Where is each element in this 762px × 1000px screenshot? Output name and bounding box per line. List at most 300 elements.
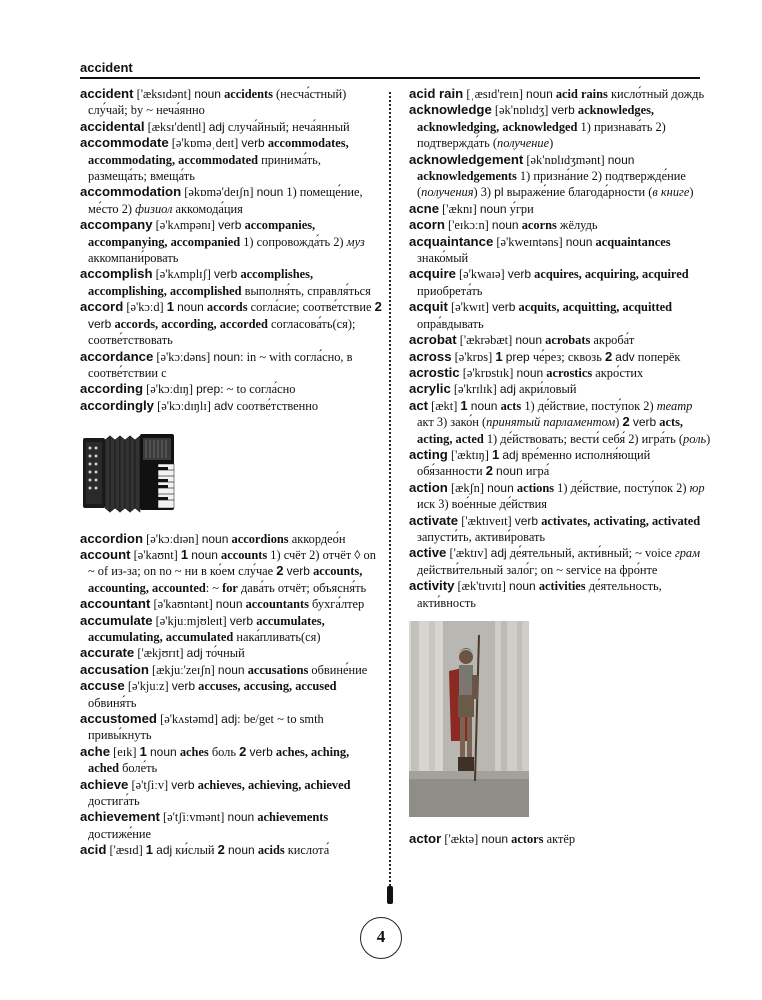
dictionary-entry (409, 332, 711, 348)
headword: acknowledgement (409, 151, 524, 167)
sense-number: 2 (374, 299, 382, 315)
headword: accordingly (80, 397, 155, 413)
part-of-speech: noun (177, 300, 204, 315)
word-forms: aches, aching, ached (88, 744, 350, 776)
definition-text: 1) сопровожда́ть 2) (240, 234, 347, 249)
dictionary-entry (409, 86, 711, 102)
definition-text: [ək'nɒlɪdʒ] (491, 103, 552, 118)
sense-number: 2 (239, 743, 247, 759)
actor-picture (409, 621, 711, 821)
definition-text: кисло́тный дождь (607, 87, 705, 101)
dictionary-entry (80, 184, 382, 217)
definition-text: [ə'tʃiːv] (128, 777, 172, 792)
definition-text: ки́слый (172, 843, 218, 858)
part-of-speech: noun (191, 547, 218, 562)
part-of-speech: noun (487, 480, 514, 495)
word-forms: accompanies, accompanying, accompanied (88, 218, 316, 249)
word-forms: acquires, acquiring, acquired (534, 267, 689, 282)
sense-number: 1 (492, 446, 500, 462)
definition-text: ['æksɪdənt] (133, 87, 195, 101)
definition-text: боле́ть (118, 761, 158, 776)
definition-text: ['ækjʊrɪt] (134, 646, 187, 661)
word-forms: accounts (221, 547, 268, 562)
sense-number: 1 (166, 299, 174, 315)
word-forms: accumulates, accumulating, accumulated (88, 613, 325, 644)
definition-text: то́чный (202, 646, 245, 661)
dictionary-entry (409, 381, 711, 397)
dictionary-entry (80, 119, 382, 135)
headword: accordion (80, 530, 144, 546)
dictionary-entry (409, 578, 711, 611)
headword: acrostic (409, 364, 460, 380)
word-forms: acts (500, 398, 522, 413)
definition-text: [ə'kwaɪə] (455, 267, 508, 282)
part-of-speech: adj (502, 447, 519, 462)
dictionary-entry (409, 102, 711, 151)
definition-text: игра́ (522, 464, 550, 479)
definition-text: нака́пливать(ся) (233, 629, 321, 644)
usage-label: принятый парламентом (486, 415, 616, 430)
dictionary-entry (80, 135, 382, 184)
definition-text: де́ятельность, акти́вность (417, 579, 662, 610)
definition-text: ) (706, 431, 711, 446)
part-of-speech: verb (88, 316, 112, 331)
headword: accidental (80, 118, 145, 134)
headword: accident (80, 86, 134, 101)
word-forms: accomplishes, accomplishing, accomplished (88, 267, 314, 298)
usage-label: в книге (652, 185, 690, 200)
word-forms: acknowledges, acknowledging, acknowledged (417, 103, 654, 134)
part-of-speech: noun (194, 87, 221, 101)
part-of-speech: noun (496, 464, 523, 479)
dictionary-entry (409, 152, 711, 201)
part-of-speech: noun (565, 234, 593, 249)
part-of-speech: verb (249, 744, 273, 759)
definition-text: акро́стих (592, 365, 644, 380)
sense-number: 2 (604, 348, 613, 364)
definition-text: [ə'kʌstəmd] (156, 712, 222, 726)
definition-text: согла́сие; соотве́тствие (247, 300, 375, 315)
dictionary-entry (80, 381, 382, 397)
word-forms: accordions (231, 531, 289, 546)
definition-text: [ə'kɔːd] (123, 300, 167, 315)
definition-text: [ə'krɪlɪk] (450, 382, 500, 397)
definition-text: [ə'kɔːdɪən] (143, 531, 202, 546)
definition-text: [əkɒmə'deɪʃn] (181, 185, 257, 200)
definition-text: [ə'kɒməˌdeɪt] (168, 136, 242, 151)
part-of-speech: verb (514, 513, 539, 528)
usage-label: получение (497, 136, 550, 151)
definition-text: че́рез; сквозь (529, 349, 605, 364)
word-forms: accords, according, accorded (114, 316, 268, 331)
word-forms: activates, activating, activated (541, 513, 701, 528)
part-of-speech: adj (499, 382, 516, 397)
definition-text: боль (208, 744, 240, 759)
definition-text: соотве́тственно (233, 398, 319, 413)
headword: activity (409, 578, 455, 594)
definition-text: 1) счёт 2) отчёт ◊ on ~ of из-за; on no ~ ни в ко́ем слу́чае (88, 547, 376, 579)
part-of-speech: noun (228, 843, 255, 858)
definition-text: 1) де́йствие, посту́пок 2) (554, 480, 690, 495)
dictionary-entry (80, 531, 382, 547)
dictionary-entry (409, 266, 711, 299)
definition-text: достига́ть (88, 794, 140, 809)
part-of-speech: adv (214, 398, 234, 413)
part-of-speech: adv (615, 349, 635, 364)
part-of-speech: verb (286, 564, 310, 579)
headword: acquire (409, 266, 456, 282)
headword: accumulate (80, 612, 153, 628)
definition-text: 1) признава́ть 2) подтвержда́ть ( (417, 119, 666, 151)
dictionary-entry (80, 645, 382, 661)
usage-label: физиол (135, 201, 173, 216)
dictionary-entry (409, 201, 711, 217)
headword: acquit (409, 299, 448, 315)
headword: acrobat (409, 332, 457, 348)
dictionary-entry (80, 744, 382, 777)
word-forms: actors (511, 832, 544, 847)
definition-text: [ækt] (428, 398, 461, 413)
sense-number: 2 (485, 463, 493, 479)
definition-text: обвиня́ть (88, 695, 137, 710)
dictionary-entry (409, 831, 711, 847)
headword: acrylic (409, 381, 451, 397)
headword: accommodation (80, 184, 182, 200)
definition-text: поперёк (634, 349, 681, 364)
part-of-speech: verb (171, 679, 196, 694)
definition-text: : in ~ with согла́сно, в соотве́тствии с (88, 349, 353, 380)
part-of-speech: noun (470, 398, 498, 413)
part-of-speech: noun (201, 531, 229, 546)
definition-text: 1) призна́ние 2) подтвержде́ние ( (417, 169, 686, 200)
definition-text: 1) помеще́ние, ме́сто 2) (88, 185, 363, 216)
headword: act (409, 397, 429, 413)
definition-text: ) 3) (473, 185, 495, 200)
definition-text: ['eɪkɔːn] (444, 218, 492, 233)
definition-text: бухга́лтер (308, 597, 365, 612)
definition-text: [ə'krɒstɪk] (459, 365, 517, 380)
part-of-speech: adj (186, 646, 203, 661)
dictionary-entry (80, 711, 382, 744)
definition-text: актёр (543, 832, 576, 847)
definition-text: 1) де́йствовать; вести́ себя́ 2) игра́ть ( (483, 431, 684, 446)
definition-text: ['æktɪv] (446, 546, 491, 561)
definition-text: [ˌæsɪd'reɪn] (463, 87, 527, 101)
headword: accuse (80, 678, 125, 694)
headword: actor (409, 831, 442, 847)
definition-text: дава́ть отчёт; объясня́ть (237, 580, 367, 595)
part-of-speech: noun (516, 365, 544, 380)
word-forms: accounts, accounting, accounted (88, 564, 363, 595)
definition-text: ['æktɪveɪt] (458, 513, 515, 528)
part-of-speech: verb (551, 103, 575, 118)
definition-text: [ə'kaʊntənt] (150, 597, 216, 612)
dictionary-entry (80, 809, 382, 842)
definition-text: опра́вдывать (417, 316, 484, 331)
definition-text: ['ækrəbæt] (456, 333, 516, 348)
definition-text: [ə'kweɪntəns] (493, 234, 566, 249)
dictionary-entry (80, 266, 382, 299)
dictionary-entry (80, 613, 382, 646)
word-forms: accusations (247, 662, 309, 677)
headword: across (409, 348, 452, 364)
word-forms: acts, acting, acted (417, 415, 684, 446)
part-of-speech: prep (505, 349, 530, 364)
definition-text: [ək'nɒlɪdʒmənt] (523, 152, 608, 167)
usage-label: муз (346, 234, 365, 249)
part-of-speech: noun (150, 744, 177, 759)
headword: achievement (80, 809, 160, 825)
dictionary-entry (409, 513, 711, 546)
dictionary-entry (80, 86, 382, 119)
dictionary-entry (409, 349, 711, 365)
definition-text: ['æsɪd] (106, 843, 146, 858)
headword: accord (80, 299, 124, 315)
usage-label: театр (656, 398, 693, 413)
part-of-speech: noun (227, 810, 255, 825)
dictionary-entry (409, 480, 711, 513)
dictionary-entry (409, 217, 711, 233)
definition-text: жёлудь (556, 218, 598, 233)
part-of-speech: noun (491, 218, 519, 233)
sense-number: 1 (180, 546, 189, 562)
definition-text: акри́ловый (515, 382, 577, 397)
dictionary-entry (80, 842, 382, 858)
dictionary-entry (409, 398, 711, 447)
definition-text: [ə'kʌmplɪʃ] (152, 267, 214, 282)
part-of-speech: noun (256, 185, 284, 200)
part-of-speech: noun (213, 349, 241, 364)
word-forms: acknowledgements (417, 169, 517, 184)
definition-text: [æksɪ'dentl] (144, 119, 209, 134)
headword: acquaintance (409, 233, 494, 249)
part-of-speech: pl (494, 185, 504, 200)
part-of-speech: adj (156, 843, 173, 858)
sense-number: 2 (276, 563, 284, 579)
accordion-icon (80, 424, 180, 516)
actor-icon (409, 621, 529, 817)
definition-text: [ə'kʌmpənɪ] (152, 218, 219, 233)
dictionary-entry (80, 299, 382, 348)
headword: achieve (80, 776, 129, 792)
definition-text: иск 3) вое́нные де́йствия (417, 497, 547, 512)
word-forms: accords (206, 300, 248, 315)
headword: action (409, 479, 448, 495)
definition-text: ) (549, 136, 554, 151)
definition-text: ) (615, 415, 623, 430)
part-of-speech: adj (490, 546, 507, 561)
part-of-speech: verb (632, 415, 657, 430)
right-column (409, 86, 711, 848)
definition-text: [ə'kwɪt] (447, 300, 493, 315)
definition-text: : ~ (205, 580, 223, 595)
headword: acne (409, 200, 440, 216)
word-forms: acids (257, 843, 285, 858)
definition-text: : ~ to согла́сно (220, 382, 296, 397)
definition-text: [ækʃn] (447, 480, 488, 495)
word-forms: accountants (245, 597, 309, 612)
definition-text: [ə'kɔːdəns] (153, 349, 214, 364)
definition-text: кислота́ (284, 843, 330, 858)
dictionary-entry (80, 777, 382, 810)
word-forms: acid rains (555, 87, 608, 101)
dictionary-entry (80, 678, 382, 711)
headword: accomplish (80, 266, 153, 282)
word-forms: achievements (257, 810, 329, 825)
headword: accurate (80, 645, 135, 661)
usage-label: получения (421, 185, 474, 200)
usage-label: юр (689, 480, 705, 495)
part-of-speech: noun (479, 201, 507, 216)
sense-number: 1 (139, 743, 147, 759)
definition-text: [ə'kɔːdɪŋ] (143, 382, 197, 397)
part-of-speech: noun (526, 87, 553, 101)
word-forms: for (222, 580, 238, 595)
headword: ache (80, 743, 111, 759)
definition-text: : be/get ~ to smth привы́кнуть (88, 712, 324, 743)
column-divider (389, 92, 391, 902)
dictionary-entry (80, 596, 382, 612)
column-divider-end-mark (387, 886, 393, 904)
word-forms: actions (516, 480, 555, 495)
part-of-speech: verb (229, 613, 254, 628)
sense-number: 1 (460, 397, 468, 413)
dictionary-entry (80, 547, 382, 596)
dictionary-entry (409, 447, 711, 480)
word-forms: accommodates, accommodating, accommodated (88, 136, 349, 167)
definition-text: выраже́ние благода́рности ( (503, 185, 653, 200)
part-of-speech: verb (213, 267, 238, 282)
definition-text: ) (689, 185, 694, 200)
definition-text: (несча́стный) слу́чай; by ~ неча́янно (88, 87, 347, 118)
headword: accustomed (80, 711, 157, 726)
part-of-speech: noun (481, 832, 509, 847)
word-forms: acquits, acquitting, acquitted (518, 300, 673, 315)
word-forms: aches (179, 744, 209, 759)
definition-text: де́ятельный, акти́вный; ~ voice (506, 546, 675, 561)
definition-text: [ə'tʃiːvmənt] (159, 810, 228, 825)
sense-number: 2 (622, 414, 630, 430)
headword: activate (409, 512, 459, 528)
definition-text: [ə'kaʊnt] (130, 547, 181, 562)
dictionary-entry (409, 299, 711, 332)
definition-text: ['æktɪŋ] (447, 447, 492, 462)
dictionary-entry (80, 662, 382, 678)
word-forms: acrostics (546, 365, 593, 380)
definition-text: акроба́т (590, 333, 635, 348)
headword: acid rain (409, 86, 464, 101)
definition-text: [eɪk] (110, 744, 140, 759)
accordion-picture (80, 424, 382, 520)
part-of-speech: verb (492, 300, 516, 315)
part-of-speech: noun (217, 662, 245, 677)
definition-text: согласова́ть(ся); соотве́тствовать (88, 316, 356, 348)
part-of-speech: adj (208, 119, 225, 134)
definition-text: у́гри (506, 201, 534, 216)
part-of-speech: verb (241, 136, 265, 151)
definition-text: приобрета́ть (417, 283, 483, 298)
usage-label: роль (683, 431, 707, 446)
definition-text: принима́ть, размеща́ть; вмеща́ть (88, 152, 321, 184)
part-of-speech: noun (509, 579, 536, 594)
definition-text: [ə'kɔːdɪŋlɪ] (154, 398, 214, 413)
definition-text: ['æktə] (441, 832, 482, 847)
headword: accommodate (80, 135, 169, 151)
usage-label: грам (674, 546, 701, 561)
dictionary-entry (80, 349, 382, 382)
definition-text: запусти́ть, активи́ровать (417, 529, 546, 544)
headword: acid (80, 842, 107, 858)
word-forms: acquaintances (595, 234, 671, 249)
dictionary-entry (80, 217, 382, 266)
part-of-speech: prep (196, 382, 221, 397)
part-of-speech: verb (507, 267, 532, 282)
headword: acting (409, 446, 448, 462)
definition-text: [æk'tɪvɪtɪ] (454, 579, 510, 594)
definition-text: аккомпани́ровать (88, 251, 179, 266)
definition-text: акт 3) зако́н ( (417, 415, 487, 430)
left-column (80, 86, 382, 859)
part-of-speech: verb (218, 218, 242, 233)
definition-text: достиже́ние (88, 826, 152, 841)
word-forms: accuses, accusing, accused (198, 679, 337, 694)
headword: accordance (80, 348, 154, 364)
definition-text: обвине́ние (308, 662, 368, 677)
definition-text: вре́менно исполня́ющий обя́занности (417, 447, 651, 479)
word-forms: acorns (521, 218, 557, 233)
sense-number: 1 (495, 348, 503, 364)
headword: according (80, 381, 144, 397)
part-of-speech: adj (221, 712, 238, 726)
headword: account (80, 546, 131, 562)
dictionary-entry (409, 365, 711, 381)
running-head: accident (80, 60, 133, 75)
definition-text: [ækjuː'zeɪʃn] (148, 662, 218, 677)
headword: acorn (409, 217, 445, 233)
definition-text: случа́йный; неча́янный (224, 119, 350, 134)
headword: accusation (80, 661, 149, 677)
definition-text: [ə'kjuːmjʊleɪt] (152, 613, 230, 628)
header-rule (80, 77, 700, 79)
definition-text: знако́мый (417, 251, 469, 266)
word-forms: activities (538, 579, 586, 594)
definition-text: ['æknɪ] (439, 201, 480, 216)
word-forms: acrobats (545, 333, 591, 348)
headword: accountant (80, 596, 151, 612)
headword: acknowledge (409, 102, 492, 118)
sense-number: 2 (217, 842, 225, 858)
headword: accompany (80, 217, 153, 233)
headword: active (409, 545, 447, 561)
word-forms: achieves, achieving, achieved (197, 777, 351, 792)
definition-text: [ə'krɒs] (451, 349, 496, 364)
part-of-speech: verb (171, 777, 195, 792)
part-of-speech: noun (515, 333, 543, 348)
dictionary-entry (409, 234, 711, 267)
definition-text: [ə'kjuːz] (124, 679, 172, 694)
word-forms: accidents (224, 87, 273, 101)
dictionary-entry (80, 398, 382, 414)
definition-text: 1) де́йствие, посту́пок 2) (521, 398, 657, 413)
page-number: 4 (376, 927, 386, 946)
sense-number: 1 (145, 842, 154, 858)
part-of-speech: noun (607, 152, 635, 167)
definition-text: аккомода́ция (172, 201, 243, 216)
dictionary-entry (409, 545, 711, 578)
definition-text: аккордео́н (288, 531, 346, 546)
part-of-speech: noun (215, 597, 243, 612)
definition-text: выполня́ть, справля́ться (241, 283, 371, 298)
